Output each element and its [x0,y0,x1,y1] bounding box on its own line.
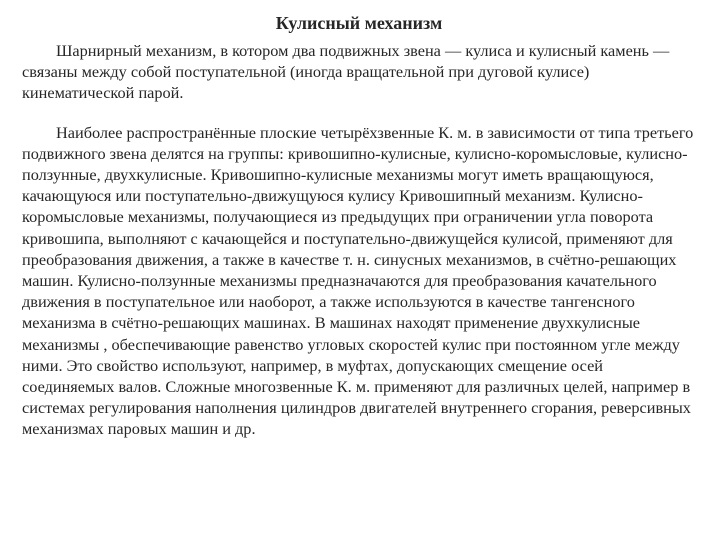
paragraph-definition: Шарнирный механизм, в котором два подвижных звена — кулиса и кулисный камень — связаны между собой поступательной (иногда вращательной при дуговой кулисе) кинематической парой. [22,41,670,103]
paragraph-classification: Наиболее распространённые плоские четырёхзвенные К. м. в зависимости от типа третьего подвижного звена делятся на группы: кривошипно-кулисные, кулисно-коромысловые, кулисно-ползунные, двухкулисные. Кривошипно-кулисные механизмы могут иметь вращающуюся, качающуюся или поступательно-движущуюся кулису Кривошипный механизм. Кулисно-коромысловые механизмы, получающиеся из предыдущих при ограничении угла поворота кривошипа, выполняют с качающейся и поступательно-движущейся кулисой, применяют для преобразования движения, а также в качестве т. н. синусных механизмов, в счётно-решающих машин. Кулисно-ползунные механизмы предназначаются для преобразования качательного движения в поступательное или наоборот, а также используются в качестве тангенсного механизма в счётно-решающих машинах. В машинах находят применение двухкулисные механизмы , обеспечивающие равенство угловых скоростей кулис при постоянном угле между ними. Это свойство используют, например, в муфтах, допускающих смещение осей соединяемых валов. Сложные многозвенные К. м. применяют для различных целей, например в системах регулирования наполнения цилиндров двигателей внутреннего сгорания, реверсивных механизмах паровых машин и др. [22,122,694,439]
document-title: Кулисный механизм [275,13,443,33]
